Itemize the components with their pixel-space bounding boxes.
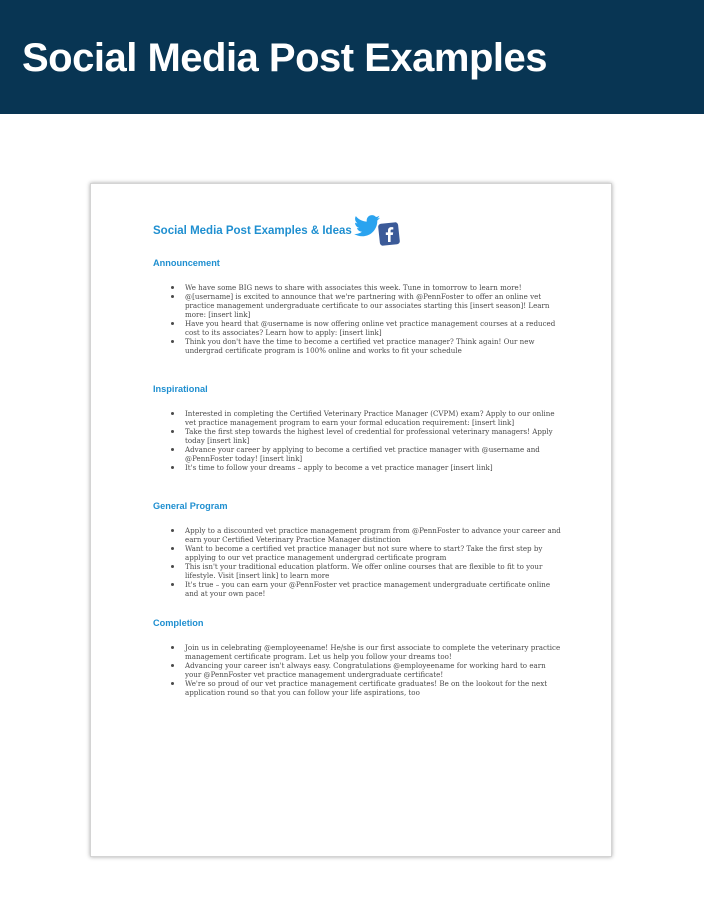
list-item: It's true – you can earn your @PennFoster vet practice management undergraduate certificate online and at your own pace! — [171, 580, 561, 598]
list-item: Want to become a certified vet practice manager but not sure where to start? Take the first step by applying to our vet practice management undergrad certificate program — [171, 544, 561, 562]
list-item: @[username] is excited to announce that we're partnering with @PennFoster to offer an online vet practice management undergraduate certificate to our associates starting this [insert season]! Learn more: [insert link] — [171, 292, 561, 319]
list-item: Think you don't have the time to become a certified vet practice manager? Think again! Our new undergrad certificate program is 100% online and works to fit your schedule — [171, 337, 561, 355]
section-heading-general-program: General Program — [153, 501, 228, 511]
document-title: Social Media Post Examples & Ideas — [153, 225, 352, 237]
header-banner — [0, 0, 704, 114]
list-item: We're so proud of our vet practice management certificate graduates! Be on the lookout for the next application round so that you can follow your life aspirations, too — [171, 679, 561, 697]
inspirational-list — [171, 409, 561, 472]
section-heading-inspirational: Inspirational — [153, 384, 208, 394]
list-item: This isn't your traditional education platform. We offer online courses that are flexible to fit to your lifestyle. Visit [insert link] to learn more — [171, 562, 561, 580]
list-item: Advancing your career isn't always easy. Congratulations @employeename for working hard to earn your @PennFoster vet practice management undergraduate certificate! — [171, 661, 561, 679]
section-heading-completion: Completion — [153, 618, 204, 628]
twitter-icon — [354, 215, 380, 237]
facebook-icon — [378, 222, 400, 246]
list-item: It's time to follow your dreams – apply to become a vet practice manager [insert link] — [171, 463, 561, 472]
list-item: Apply to a discounted vet practice management program from @PennFoster to advance your career and earn your Certified Veterinary Practice Manager distinction — [171, 526, 561, 544]
list-item: Have you heard that @username is now offering online vet practice management courses at a reduced cost to its associates? Learn how to apply: [insert link] — [171, 319, 561, 337]
general-program-list — [171, 526, 561, 598]
announcement-list — [171, 283, 561, 355]
list-item: Advance your career by applying to become a certified vet practice manager with @username and @PennFoster today! [insert link] — [171, 445, 561, 463]
list-item: Take the first step towards the highest level of credential for professional veterinary managers! Apply today [insert link] — [171, 427, 561, 445]
page-title: Social Media Post Examples — [22, 36, 547, 80]
list-item: We have some BIG news to share with associates this week. Tune in tomorrow to learn more! — [171, 283, 561, 292]
completion-list — [171, 643, 561, 697]
list-item: Join us in celebrating @employeename! He/she is our first associate to complete the veterinary practice management certificate program. Let us help you follow your dreams too! — [171, 643, 561, 661]
document-preview — [90, 183, 612, 857]
section-heading-announcement: Announcement — [153, 258, 220, 268]
document-title-row — [153, 214, 400, 248]
list-item: Interested in completing the Certified Veterinary Practice Manager (CVPM) exam? Apply to our online vet practice management program to earn your formal education requirement: [insert link] — [171, 409, 561, 427]
